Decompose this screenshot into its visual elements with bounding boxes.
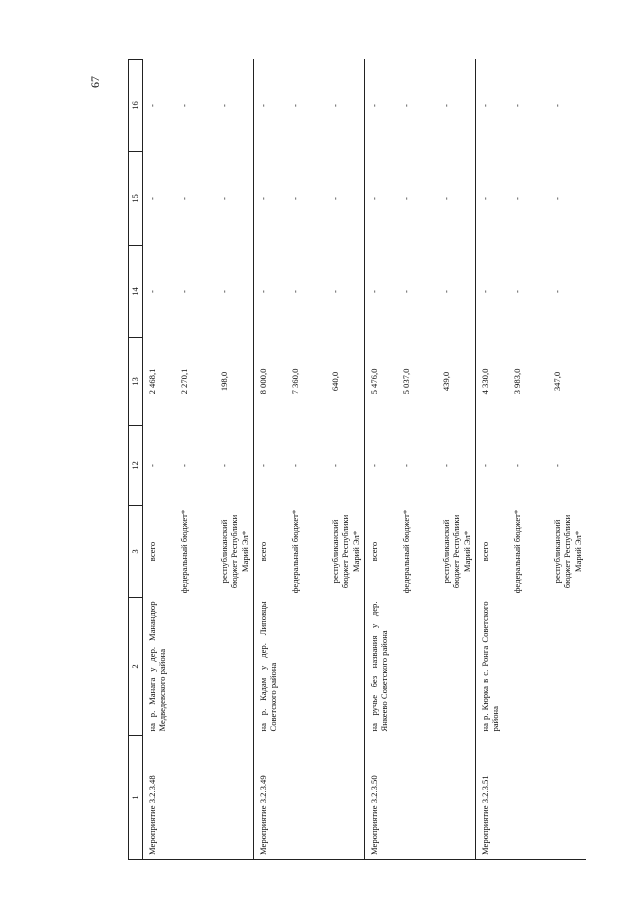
value: - [512, 104, 522, 107]
value-stack [369, 64, 473, 148]
table-row [365, 60, 476, 860]
value: - [401, 290, 411, 293]
value-stack [147, 64, 251, 148]
value: 198,0 [219, 371, 229, 392]
value: - [258, 464, 268, 467]
funding-sources-cell [254, 506, 365, 598]
funding-sources-cell [365, 506, 476, 598]
value: - [258, 290, 268, 293]
value: - [179, 197, 189, 200]
value: - [219, 290, 229, 293]
funding-source-label: всего [369, 541, 379, 562]
value: - [401, 464, 411, 467]
value-stack [147, 430, 251, 502]
value-cell-c13 [476, 338, 587, 426]
value: - [552, 104, 562, 107]
value-cell-c16 [476, 60, 587, 152]
value: - [369, 197, 379, 200]
value-cell-c14 [365, 246, 476, 338]
value: - [330, 464, 340, 467]
funding-source-label: федеральный бюджет* [290, 509, 300, 594]
value: - [290, 197, 300, 200]
value-cell-c12 [476, 426, 587, 506]
value: 640,0 [330, 371, 340, 392]
value: - [552, 197, 562, 200]
value-cell-c12 [143, 426, 254, 506]
value: - [330, 104, 340, 107]
value: 4 330,0 [480, 368, 490, 395]
value: - [552, 464, 562, 467]
value-cell-c13 [254, 338, 365, 426]
value: - [258, 197, 268, 200]
measure-id: Мероприятие 3.2.3.49 [254, 736, 365, 860]
value: - [480, 104, 490, 107]
value: - [147, 197, 157, 200]
table-row [254, 60, 365, 860]
value-cell-c15 [143, 152, 254, 246]
value-cell-c16 [365, 60, 476, 152]
value-stack [480, 64, 584, 148]
value: - [369, 290, 379, 293]
value-cell-c15 [365, 152, 476, 246]
page-number: 67 [88, 76, 102, 88]
value: - [401, 197, 411, 200]
value: - [369, 104, 379, 107]
value-stack [480, 156, 584, 242]
value: - [179, 290, 189, 293]
measure-name: на р. Кадам у дер. Липовцы Советского района [254, 598, 365, 736]
funding-source-label: всего [258, 541, 268, 562]
value-cell-c13 [143, 338, 254, 426]
value: - [290, 290, 300, 293]
value: 347,0 [552, 371, 562, 392]
value: 5 037,0 [401, 368, 411, 395]
value-stack [258, 156, 362, 242]
value: - [441, 290, 451, 293]
funding-source-label: республиканский бюджет Республики Марий Эл* [441, 514, 472, 589]
value-cell-c16 [254, 60, 365, 152]
funding-source-label: всего [480, 541, 490, 562]
funding-sources [147, 510, 251, 594]
value: 7 360,0 [290, 368, 300, 395]
funding-source-label: республиканский бюджет Республики Марий Эл* [219, 514, 250, 589]
header-cell: 15 [129, 152, 143, 246]
value: - [258, 104, 268, 107]
value: - [512, 464, 522, 467]
value: 2 468,1 [147, 368, 157, 395]
value: 439,0 [441, 371, 451, 392]
value: 5 476,0 [369, 368, 379, 395]
funding-sources [258, 510, 362, 594]
header-cell: 12 [129, 426, 143, 506]
funding-table [128, 59, 586, 860]
value-stack [147, 156, 251, 242]
header-cell: 3 [129, 506, 143, 598]
value: - [441, 104, 451, 107]
table-body [143, 60, 587, 860]
value-cell-c13 [365, 338, 476, 426]
value: - [179, 104, 189, 107]
header-row [129, 60, 143, 860]
header-cell: 16 [129, 60, 143, 152]
value-cell-c16 [143, 60, 254, 152]
value-cell-c14 [254, 246, 365, 338]
value-stack [480, 250, 584, 334]
value-cell-c15 [476, 152, 587, 246]
table-row [476, 60, 587, 860]
header-cell: 14 [129, 246, 143, 338]
value: - [219, 197, 229, 200]
table-row [143, 60, 254, 860]
value: - [441, 197, 451, 200]
value: 8 000,0 [258, 368, 268, 395]
value: - [147, 464, 157, 467]
value-stack [258, 430, 362, 502]
header-cell: 13 [129, 338, 143, 426]
value: - [290, 464, 300, 467]
funding-sources-cell [476, 506, 587, 598]
value: - [147, 290, 157, 293]
measure-name: на ручье без названия у дер. Янкеево Советского района [365, 598, 476, 736]
value: - [512, 197, 522, 200]
funding-sources [480, 510, 584, 594]
value: 2 270,1 [179, 368, 189, 395]
value: - [480, 464, 490, 467]
value-stack [369, 430, 473, 502]
value-stack [258, 250, 362, 334]
measure-id: Мероприятие 3.2.3.51 [476, 736, 587, 860]
value: - [290, 104, 300, 107]
funding-source-label: федеральный бюджет* [512, 509, 522, 594]
value-stack [480, 430, 584, 502]
value: - [441, 464, 451, 467]
value-cell-c15 [254, 152, 365, 246]
value: - [480, 290, 490, 293]
funding-source-label: федеральный бюджет* [401, 509, 411, 594]
value-stack [369, 250, 473, 334]
value-cell-c14 [476, 246, 587, 338]
value: 3 983,0 [512, 368, 522, 395]
value-cell-c12 [365, 426, 476, 506]
value-stack [147, 250, 251, 334]
value: - [179, 464, 189, 467]
funding-source-label: республиканский бюджет Республики Марий Эл* [330, 514, 361, 589]
value-cell-c12 [254, 426, 365, 506]
funding-source-label: федеральный бюджет* [179, 509, 189, 594]
measure-id: Мероприятие 3.2.3.48 [143, 736, 254, 860]
value-stack [147, 342, 251, 422]
value-stack [258, 64, 362, 148]
value: - [552, 290, 562, 293]
value: - [369, 464, 379, 467]
funding-sources [369, 510, 473, 594]
value-stack [369, 156, 473, 242]
header-cell: 1 [129, 736, 143, 860]
value-stack [369, 342, 473, 422]
value: - [330, 197, 340, 200]
value: - [401, 104, 411, 107]
value-stack [480, 342, 584, 422]
value: - [512, 290, 522, 293]
value-stack [258, 342, 362, 422]
value: - [219, 464, 229, 467]
funding-source-label: всего [147, 541, 157, 562]
funding-sources-cell [143, 506, 254, 598]
value: - [147, 104, 157, 107]
header-cell: 2 [129, 598, 143, 736]
measure-id: Мероприятие 3.2.3.50 [365, 736, 476, 860]
value: - [330, 290, 340, 293]
value: - [480, 197, 490, 200]
funding-source-label: республиканский бюджет Республики Марий Эл* [552, 514, 583, 589]
value-cell-c14 [143, 246, 254, 338]
measure-name: на р. Манага у дер. Манандюр Медведевского района [147, 601, 168, 732]
value: - [219, 104, 229, 107]
funding-table-rotated [128, 60, 583, 860]
measure-name: на р. Кюрка в с. Ронга Советского района [476, 598, 587, 736]
